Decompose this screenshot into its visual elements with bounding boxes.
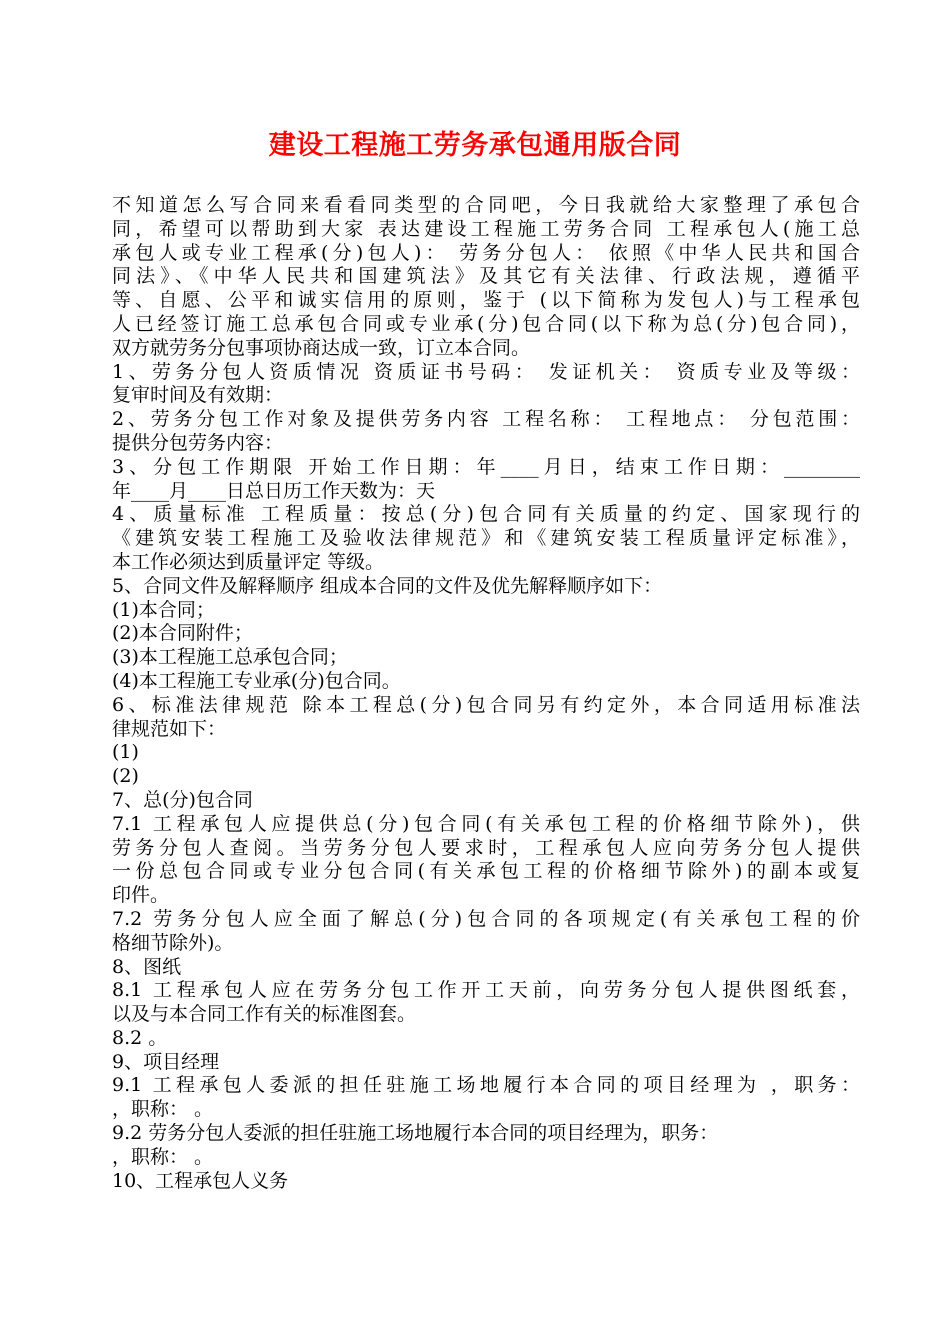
body-line: 9、项目经理 bbox=[112, 1050, 220, 1073]
body-line: 复审时间及有效期： bbox=[112, 384, 284, 407]
body-line: (4)本工程施工专业承(分)包合同。 bbox=[112, 669, 401, 692]
body-line: 一份总包合同或专业分包合同(有关承包工程的价格细节除外)的副本或复 bbox=[112, 860, 860, 883]
body-line: 等、自愿、公平和诚实信用的原则，鉴于 (以下简称为发包人)与工程承包 bbox=[112, 289, 860, 312]
body-line: 双方就劳务分包事项协商达成一致，订立本合同。 bbox=[112, 336, 531, 359]
body-line: 律规范如下： bbox=[112, 717, 227, 740]
body-line: (2) bbox=[112, 765, 139, 788]
body-line: 2、劳务分包工作对象及提供劳务内容 工程名称： 工程地点： 分包范围： bbox=[112, 408, 860, 431]
body-line: 8.2 。 bbox=[112, 1026, 168, 1049]
body-line: 劳务分包人查阅。当劳务分包人要求时，工程承包人应向劳务分包人提供 bbox=[112, 836, 860, 859]
document-title: 建设工程施工劳务承包通用版合同 bbox=[268, 130, 682, 161]
body-line: 8.1 工程承包人应在劳务分包工作开工天前，向劳务分包人提供图纸套， bbox=[112, 979, 860, 1002]
body-line: 7.2 劳务分包人应全面了解总(分)包合同的各项规定(有关承包工程的价 bbox=[112, 907, 860, 930]
body-line: 6、标准法律规范 除本工程总(分)包合同另有约定外，本合同适用标准法 bbox=[112, 693, 860, 716]
body-line: 不知道怎么写合同来看看同类型的合同吧，今日我就给大家整理了承包合 bbox=[112, 194, 860, 216]
body-line: 7.1 工程承包人应提供总(分)包合同(有关承包工程的价格细节除外)，供 bbox=[112, 812, 860, 835]
body-line: (1)本合同； bbox=[112, 598, 215, 621]
body-line: 9.1 工程承包人委派的担任驻施工场地履行本合同的项目经理为 ，职务： bbox=[112, 1074, 860, 1097]
body-line: 9.2 劳务分包人委派的担任驻施工场地履行本合同的项目经理为，职务： bbox=[112, 1122, 719, 1145]
body-line: 7、总(分)包合同 bbox=[112, 788, 253, 811]
body-line: 人已经签订施工总承包合同或专业承(分)包合同(以下称为总(分)包合同)， bbox=[112, 312, 860, 335]
body-line: 同法》、《中华人民共和国建筑法》及其它有关法律、行政法规，遵循平 bbox=[112, 265, 860, 288]
body-line: 提供分包劳务内容： bbox=[112, 431, 284, 454]
body-line: 印件。 bbox=[112, 884, 170, 907]
body-line: 同，希望可以帮助到大家 表达建设工程施工劳务合同 工程承包人(施工总 bbox=[112, 217, 860, 240]
body-line: ，职称： 。 bbox=[112, 1098, 214, 1121]
body-line: ，职称： 。 bbox=[112, 1145, 214, 1168]
body-line: 承包人或专业工程承(分)包人)： 劳务分包人： 依照《中华人民共和国合 bbox=[112, 241, 860, 264]
body-line: 《建筑安装工程施工及验收法律规范》和《建筑安装工程质量评定标准》， bbox=[112, 527, 860, 550]
body-line: 格细节除外)。 bbox=[112, 931, 234, 954]
body-line: 1、劳务分包人资质情况 资质证书号码： 发证机关： 资质专业及等级： bbox=[112, 360, 860, 383]
body-line: (1) bbox=[112, 741, 139, 764]
body-line: (2)本合同附件； bbox=[112, 622, 253, 645]
body-line: 年____月____日总日历工作天数为：天 bbox=[112, 479, 436, 502]
body-line: 本工作必须达到质量评定 等级。 bbox=[112, 550, 385, 573]
body-line: (3)本工程施工总承包合同； bbox=[112, 646, 348, 669]
document-body bbox=[112, 194, 860, 1193]
body-line: 4、质量标准 工程质量：按总(分)包合同有关质量的约定、国家现行的 bbox=[112, 503, 860, 526]
body-line: 3、分包工作期限 开始工作日期：年____月日，结束工作日期：________ bbox=[112, 455, 860, 478]
body-line: 8、图纸 bbox=[112, 955, 182, 978]
body-line: 以及与本合同工作有关的标准图套。 bbox=[112, 1003, 417, 1026]
body-line: 10、工程承包人义务 bbox=[112, 1169, 289, 1192]
body-line: 5、合同文件及解释顺序 组成本合同的文件及优先解释顺序如下： bbox=[112, 574, 663, 597]
